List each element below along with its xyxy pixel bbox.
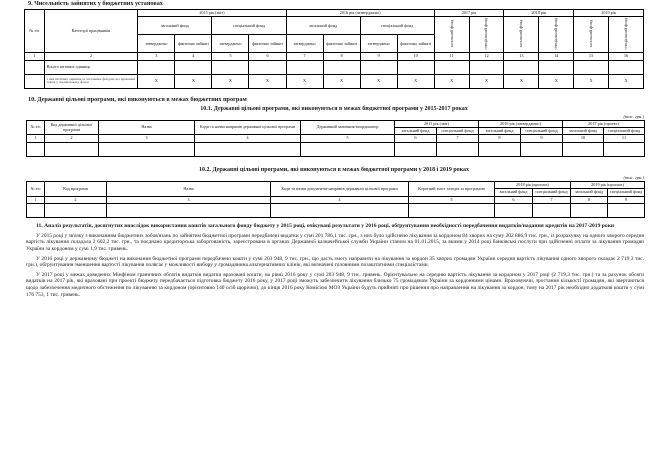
th-category: Категорії працівників bbox=[44, 10, 138, 53]
th-approved-1: затверджено bbox=[138, 35, 175, 53]
colnum-6: 6 bbox=[249, 53, 286, 61]
th-general-fund-2016: загальний фонд bbox=[479, 128, 521, 135]
cell bbox=[521, 142, 563, 156]
th-measures: Коротний зміст заходів за програмою bbox=[409, 181, 495, 196]
cell bbox=[479, 142, 521, 156]
section-11-title: 11. Аналіз результатів, досягнутих внаслідок використання коштів загального фонду бюджету у 2015 році, очікувані результати у 2016 році, обґрунтування необхідності передбачення видатків/надання кредитів на 2017-2019 роки bbox=[36, 223, 615, 230]
cell bbox=[45, 142, 99, 156]
cell bbox=[504, 60, 539, 74]
colnum-13: 13 bbox=[504, 53, 539, 61]
cell: X bbox=[286, 74, 323, 88]
th-2019: 2019 рік (прогноз) bbox=[571, 181, 645, 188]
table-row bbox=[27, 142, 645, 156]
table-numbering-row bbox=[27, 135, 645, 143]
th-program-code: Код державної цільової програми bbox=[45, 120, 99, 135]
table-header-row bbox=[27, 181, 645, 188]
colnum-11: 11 bbox=[604, 135, 645, 143]
section-10-1-title: 10.1. Державні цільові програми, які виконуються в межах бюджетної програми у 2015-2017 роках bbox=[200, 105, 468, 112]
cell: X bbox=[397, 74, 434, 88]
colnum-7: 7 bbox=[286, 53, 323, 61]
cell bbox=[271, 204, 409, 218]
section-9-table bbox=[24, 9, 644, 89]
cell bbox=[395, 142, 437, 156]
colnum-12: 12 bbox=[469, 53, 504, 61]
table-header-row bbox=[25, 10, 644, 17]
colnum-10: 10 bbox=[397, 53, 434, 61]
cell: X bbox=[249, 74, 286, 88]
cell: X bbox=[175, 74, 212, 88]
colnum-8: 8 bbox=[571, 196, 608, 204]
th-coordinator: Державний замовник-координатор bbox=[301, 120, 395, 135]
cell bbox=[533, 204, 571, 218]
cell bbox=[539, 60, 574, 74]
colnum-14: 14 bbox=[539, 53, 574, 61]
cell bbox=[138, 60, 175, 74]
th-approved-3: затверджено bbox=[286, 35, 323, 53]
table-row bbox=[25, 74, 644, 88]
th-general-fund-2019: загальний фонд bbox=[571, 189, 608, 196]
colnum-7: 7 bbox=[533, 196, 571, 204]
th-year-2018: 2018 рік bbox=[504, 10, 574, 17]
th-actual-4: фактично зайняті bbox=[397, 35, 434, 53]
cell bbox=[469, 60, 504, 74]
cell: X bbox=[539, 74, 574, 88]
colnum-6: 6 bbox=[395, 135, 437, 143]
colnum-9: 9 bbox=[608, 196, 645, 204]
cell: X bbox=[323, 74, 360, 88]
colnum-2: 2 bbox=[45, 135, 99, 143]
th-actual-3: фактично зайняті bbox=[323, 35, 360, 53]
colnum-1: 1 bbox=[27, 135, 45, 143]
section-9-title: 9. Чисельність зайнятих у бюджетних установах bbox=[28, 0, 163, 7]
th-special-fund-2018: спеціальний фонд bbox=[533, 189, 571, 196]
cell bbox=[249, 60, 286, 74]
th-general-fund-2015: загальний фонд bbox=[395, 128, 437, 135]
cell: X bbox=[574, 74, 609, 88]
th-name: Назва bbox=[99, 120, 195, 135]
row-num bbox=[25, 74, 45, 88]
th-approved-4: затверджено bbox=[360, 35, 397, 53]
th-general-fund-2016: загальний фонд bbox=[286, 17, 360, 35]
cell bbox=[99, 142, 195, 156]
cell bbox=[609, 60, 644, 74]
cell bbox=[212, 60, 249, 74]
cell bbox=[27, 204, 45, 218]
th-special-fund-2015: спеціальний фонд bbox=[212, 17, 286, 35]
section-11-paragraph-1: У 2015 році у зв'язку з виконанням бюджетних зобов'язань по зайнятим бюджетної програми передбачені видатки у сумі 201 786,1 тис. грн., з них було здійснено лікування за кордоном 84 хворих на суму 202 886,9 тис. грн., із розрахунку на одного хворого середня вартість лікування складала 2 602,2 тис. грн., та поєднано кредиторська заборгованість, зареєстрована в органах Державної казначейської служби України станом на 01.01.2015, за якими у 2014 році банківські послуги при здійсненні оплати за лікування громадян України за кордоном у сумі 1,9 тис. гривень. bbox=[26, 232, 644, 252]
colnum-7: 7 bbox=[437, 135, 479, 143]
colnum-16: 16 bbox=[609, 53, 644, 61]
row-label-included-special: з них штатних одиниць за загальним фондом, що враховані також у спеціальному фонді bbox=[44, 74, 138, 88]
th-num: № з/п bbox=[27, 120, 45, 135]
colnum-9: 9 bbox=[521, 135, 563, 143]
table-row bbox=[27, 204, 645, 218]
cell bbox=[437, 142, 479, 156]
th-actual-1: фактично зайняті bbox=[175, 35, 212, 53]
cell bbox=[608, 204, 645, 218]
cell bbox=[45, 204, 107, 218]
cell bbox=[360, 60, 397, 74]
table-numbering-row bbox=[27, 196, 645, 204]
colnum-2: 2 bbox=[44, 53, 138, 61]
cell: X bbox=[504, 74, 539, 88]
colnum-4: 4 bbox=[195, 135, 301, 143]
th-general-fund-2018: загальний фонд bbox=[495, 189, 533, 196]
th-num: № з/п bbox=[25, 10, 45, 53]
section-10-2-title: 10.2. Державні цільові програми, які виконуються в межах бюджетної програми у 2018 і 2019 роках bbox=[198, 166, 470, 173]
cell bbox=[563, 142, 604, 156]
colnum-3: 3 bbox=[138, 53, 175, 61]
th-special-fund-2019: спеціальний фонд bbox=[609, 17, 644, 53]
th-year-2016: 2016 рік (затверджено) bbox=[286, 10, 434, 17]
th-program-code: Код програми bbox=[45, 181, 107, 196]
colnum-4: 4 bbox=[271, 196, 409, 204]
th-special-fund-2017: спеціальний фонд bbox=[469, 17, 504, 53]
th-general-fund-2017: загальний фонд bbox=[563, 128, 604, 135]
th-directions: Коди та назви документів-напрямів державної цільової програми bbox=[271, 181, 409, 196]
th-year-2019: 2019 рік bbox=[574, 10, 644, 17]
section-10-1-unit-note: (тис. грн.) bbox=[623, 113, 644, 119]
table-header-row bbox=[27, 120, 645, 127]
cell: X bbox=[212, 74, 249, 88]
th-2016: 2016 рік (затверджено) bbox=[479, 120, 563, 127]
th-special-fund-2019: спеціальний фонд bbox=[608, 189, 645, 196]
colnum-8: 8 bbox=[479, 135, 521, 143]
th-2017: 2017 рік (проект) bbox=[563, 120, 645, 127]
colnum-8: 8 bbox=[323, 53, 360, 61]
cell bbox=[434, 60, 469, 74]
section-10-2-unit-note: (тис. грн.) bbox=[623, 174, 644, 180]
th-name: Назва bbox=[107, 181, 271, 196]
colnum-2: 2 bbox=[45, 196, 107, 204]
cell: X bbox=[360, 74, 397, 88]
cell bbox=[574, 60, 609, 74]
th-general-fund-2019: загальний фонд bbox=[574, 17, 609, 53]
table-numbering-row bbox=[25, 53, 644, 61]
cell bbox=[301, 142, 395, 156]
colnum-5: 5 bbox=[212, 53, 249, 61]
cell: X bbox=[434, 74, 469, 88]
cell bbox=[397, 60, 434, 74]
section-10-1-table bbox=[26, 120, 645, 157]
cell bbox=[323, 60, 360, 74]
cell bbox=[409, 204, 495, 218]
th-general-fund-2015: загальний фонд bbox=[138, 17, 212, 35]
cell: X bbox=[609, 74, 644, 88]
row-label-total-staff: Всього штатних одиниць bbox=[44, 60, 138, 74]
cell bbox=[27, 142, 45, 156]
colnum-5: 5 bbox=[409, 196, 495, 204]
cell bbox=[107, 204, 271, 218]
colnum-4: 4 bbox=[175, 53, 212, 61]
th-special-fund-2015: спеціальний фонд bbox=[437, 128, 479, 135]
colnum-11: 11 bbox=[434, 53, 469, 61]
table-row bbox=[25, 60, 644, 74]
colnum-5: 5 bbox=[301, 135, 395, 143]
cell bbox=[175, 60, 212, 74]
cell bbox=[195, 142, 301, 156]
colnum-1: 1 bbox=[25, 53, 45, 61]
cell bbox=[604, 142, 645, 156]
colnum-6: 6 bbox=[495, 196, 533, 204]
th-2018: 2018 рік (прогноз) bbox=[495, 181, 571, 188]
colnum-9: 9 bbox=[360, 53, 397, 61]
colnum-3: 3 bbox=[107, 196, 271, 204]
colnum-15: 15 bbox=[574, 53, 609, 61]
colnum-10: 10 bbox=[563, 135, 604, 143]
th-year-2017: 2017 рік bbox=[434, 10, 504, 17]
cell bbox=[495, 204, 533, 218]
th-2015: 2015 рік (звіт) bbox=[395, 120, 479, 127]
cell bbox=[286, 60, 323, 74]
th-special-fund-2016: спеціальний фонд bbox=[360, 17, 434, 35]
cell bbox=[571, 204, 608, 218]
colnum-3: 3 bbox=[99, 135, 195, 143]
th-num: № з/п bbox=[27, 181, 45, 196]
cell: X bbox=[138, 74, 175, 88]
th-actual-2: фактично зайняті bbox=[249, 35, 286, 53]
th-special-fund-2018: спеціальний фонд bbox=[539, 17, 574, 53]
th-directions: Коди та назви напрямів державної цільової програми bbox=[195, 120, 301, 135]
row-num bbox=[25, 60, 45, 74]
section-11-paragraph-3: У 2017 році у межах доведених Мінфіном граничних обсягів видатків видатки враховані кошти, на рівні 2016 року у сумі 203 948, 9 тис. гривень. Орієнтувально на середню вартість лікування за кордоном у 2017 році (2 719,3 тис. грн.) та за рахунок обсяги видатків на 2017 рік, які враховані при проекті бюджету передбачається підготовка бюджету 2016 року, у 2017 році зможуть забезпечити лікування близько 75 громадянам України за кордонними цінами. Враховуючи, зростання кількості громадян, які звертаються щодо забезпечення медичного обстеження по лікуванню за кордоном (орієнтовно 140 осіб щорічно), до кінця 2016 року Комісією МОЗ України будуть прийняті про рішення про направлення на лікування за кордон, тому на 2017 рік необхідно додаткові кошти у сумі 176 753, 1 тис. гривень. bbox=[26, 271, 644, 298]
th-special-fund-2017: спеціальний фонд bbox=[604, 128, 645, 135]
th-general-fund-2018: загальний фонд bbox=[504, 17, 539, 53]
section-10-title: 10. Державні цільові програми, які виконуються в межах бюджетних програм bbox=[28, 95, 247, 103]
th-approved-2: затверджено bbox=[212, 35, 249, 53]
th-year-2015: 2015 рік (звіт) bbox=[138, 10, 286, 17]
cell: X bbox=[469, 74, 504, 88]
th-general-fund-2017: загальний фонд bbox=[434, 17, 469, 53]
section-10-2-table bbox=[26, 181, 645, 218]
section-11-paragraph-2: У 2016 році у державному бюджеті на виконання бюджетної програми передбачено кошти у сумі 203 948, 9 тис. грн., що дасть змогу направити на лікування за кордон 35 хворих громадян України середня вартість лікування одного хворого складає 2 719,3 тис. грн.), обґрунтування зменшення вартості лікування полягає у можливості вибору у громадянина альтернативних клінік, які визначені головними позаштатними спеціалістами. bbox=[26, 255, 644, 269]
colnum-1: 1 bbox=[27, 196, 45, 204]
th-special-fund-2016: спеціальний фонд bbox=[521, 128, 563, 135]
